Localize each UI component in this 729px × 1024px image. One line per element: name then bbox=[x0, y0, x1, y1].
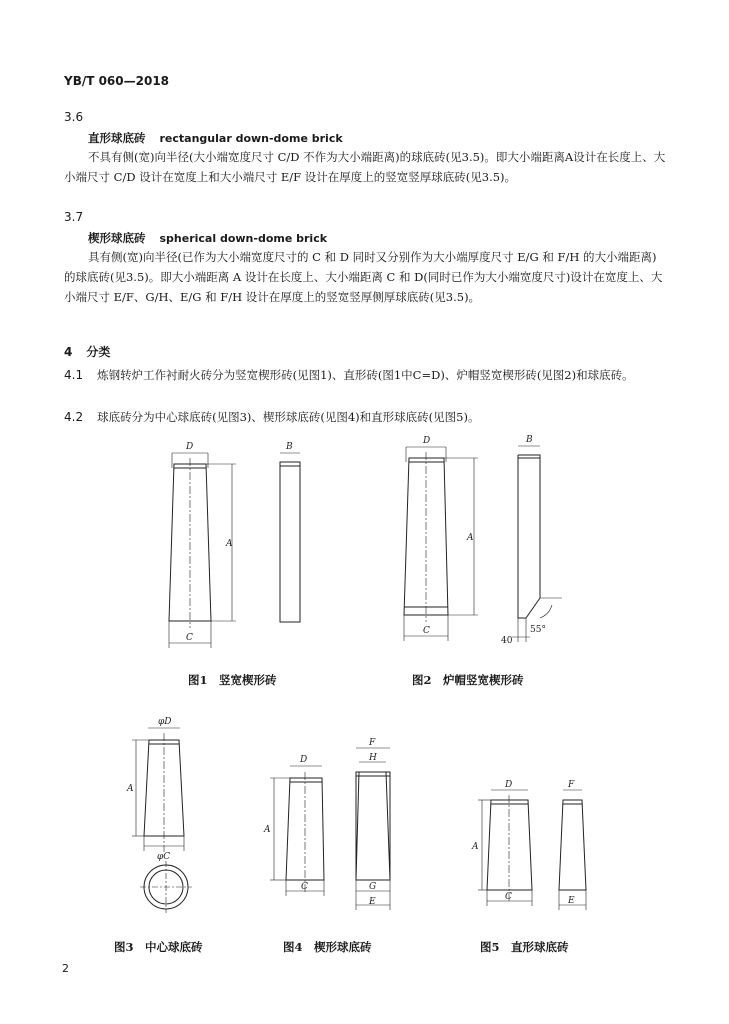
fig3-label-phic: φC bbox=[157, 852, 171, 862]
section-number-3-6: 3.6 bbox=[64, 110, 84, 124]
term-en-3-6: rectangular down-dome brick bbox=[159, 132, 343, 145]
fig1-side-view bbox=[280, 453, 300, 622]
fig5-side-view bbox=[559, 790, 586, 910]
chapter-number: 4 bbox=[64, 345, 73, 359]
fig4-caption: 图4 楔形球底砖 bbox=[283, 940, 372, 954]
clause-number-4-1: 4.1 bbox=[64, 368, 84, 382]
term-cn-3-7: 楔形球底砖 bbox=[88, 231, 146, 245]
fig3-front-view bbox=[132, 728, 184, 852]
fig2-side-view bbox=[512, 446, 562, 642]
fig3-caption: 图3 中心球底砖 bbox=[114, 940, 203, 954]
fig2-caption: 图2 炉帽竖宽楔形砖 bbox=[412, 673, 524, 687]
clause-number-4-2: 4.2 bbox=[64, 410, 84, 424]
fig2-label-c: C bbox=[423, 626, 430, 636]
fig2-label-angle: 55° bbox=[530, 625, 546, 635]
clause-text-4-2: 球底砖分为中心球底砖(见图3)、楔形球底砖(见图4)和直形球底砖(见图5)。 bbox=[97, 410, 480, 424]
fig1-label-a: A bbox=[226, 539, 233, 549]
section-number-3-7: 3.7 bbox=[64, 210, 84, 224]
fig4-label-c: C bbox=[301, 882, 308, 892]
fig1-label-d: D bbox=[186, 442, 194, 452]
chapter-title: 分类 bbox=[86, 345, 111, 359]
fig3-label-a: A bbox=[127, 784, 134, 794]
fig5-label-c: C bbox=[505, 892, 512, 902]
fig3-label-phid: φD bbox=[158, 717, 172, 727]
fig1-label-b: B bbox=[286, 442, 293, 452]
fig2-front-view bbox=[404, 447, 478, 641]
fig1-label-c: C bbox=[186, 633, 193, 643]
fig2-label-b: B bbox=[526, 435, 533, 445]
fig5-label-f: F bbox=[568, 780, 575, 790]
fig5-caption: 图5 直形球底砖 bbox=[480, 940, 569, 954]
fig4-label-f: F bbox=[369, 738, 376, 748]
fig4-label-d: D bbox=[300, 755, 308, 765]
fig2-label-40: 40 bbox=[501, 636, 513, 646]
definition-3-6: 不具有侧(宽)向半径(大小端宽度尺寸 C/D 不作为大小端距离)的球底砖(见3.5)。即大小端距离A设计在长度上、大小端尺寸 C/D 设计在宽度上和大小端尺寸 E/F 设计在厚度上的竖宽竖厚球底砖(见3.5)。 bbox=[64, 150, 666, 184]
fig5-label-e: E bbox=[568, 896, 575, 906]
fig4-label-e: E bbox=[369, 897, 376, 907]
fig4-label-g: G bbox=[369, 882, 377, 892]
fig1-front-view bbox=[169, 453, 236, 648]
term-cn-3-6: 直形球底砖 bbox=[88, 131, 146, 145]
standard-number: YB/T 060—2018 bbox=[64, 74, 170, 88]
fig4-front-view bbox=[270, 766, 324, 896]
clause-text-4-1: 炼钢转炉工作衬耐火砖分为竖宽楔形砖(见图1)、直形砖(图1中C=D)、炉帽竖宽楔形砖(见图2)和球底砖。 bbox=[97, 368, 634, 382]
page-number: 2 bbox=[62, 962, 69, 975]
fig2-label-a: A bbox=[467, 533, 474, 543]
fig2-label-d: D bbox=[423, 436, 431, 446]
fig4-label-h: H bbox=[369, 753, 377, 763]
fig5-label-a: A bbox=[472, 842, 479, 852]
fig4-label-a: A bbox=[264, 825, 271, 835]
term-en-3-7: spherical down-dome brick bbox=[159, 232, 328, 245]
fig1-caption: 图1 竖宽楔形砖 bbox=[188, 673, 277, 687]
fig5-front-view bbox=[478, 790, 532, 906]
fig5-label-d: D bbox=[505, 780, 513, 790]
fig3-top-view bbox=[140, 861, 192, 913]
definition-3-7: 具有侧(宽)向半径(已作为大小端宽度尺寸的 C 和 D 同时又分别作为大小端厚度尺寸 E/G 和 F/H 的大小端距离)的球底砖(见3.5)。即大小端距离 A 设计在长度上、大小端距离 C 和 D(同时已作为大小端宽度尺寸)设计在宽度上、大小端尺寸 E/F、G/H、E/G 和 F/H 设计在厚度上的竖宽竖厚侧厚球底砖(见3.5)。 bbox=[64, 250, 663, 304]
